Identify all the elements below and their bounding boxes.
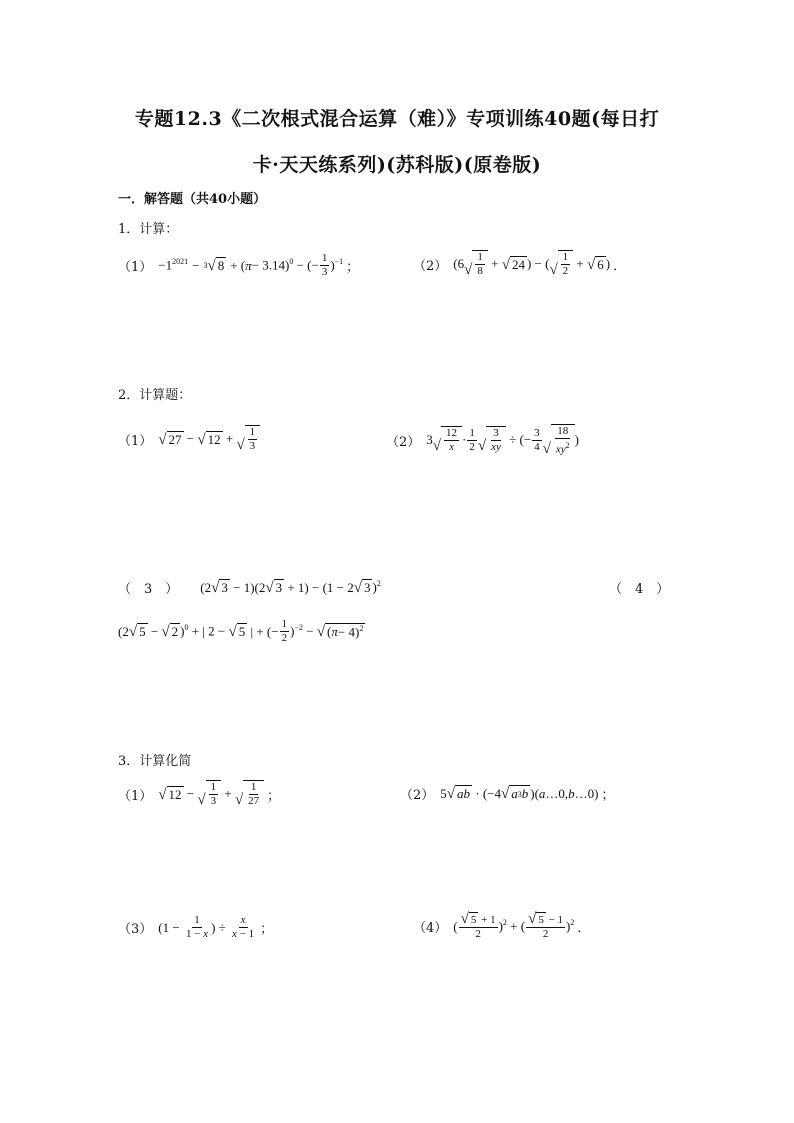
q3-label: 3．计算化简 [118,754,192,769]
q3-part2-label: （2） [400,788,435,803]
section-heading: 一．解答题（共40小题） [118,192,267,207]
q3-part3-tail: ； [260,922,274,937]
doc-title-line2: 卡·天天练系列)(苏科版)(原卷版) [252,154,542,176]
q3-part2 [400,784,615,803]
q1-part1-expr: $-1^{2021}$ − 3 √ 8 + ( π − 3.14)$^0$ − (− $\frac{1}{3}$ )$^{-1}$ [158,252,344,278]
q2-part3-expr: (2 √ 3 − 1)(2 √ 3 + 1) − (1 − 2 √ 3 )$^2$ [200,579,381,596]
q2-part3 [118,578,381,597]
q2-label: 2．计算题： [118,388,192,403]
q3-part4-label: （4） [413,921,448,936]
q1-part2 [413,250,626,278]
q3-part2-expr: 5 √ ab · (−4 √ a 3 b )( a …0, b …0) [440,785,599,802]
q3-part3 [118,914,273,941]
q2-part4-label-row [609,578,669,597]
q1-part1-tail: ； [346,260,360,275]
q3-part3-label: （3） [118,922,153,937]
q1-part1 [118,252,359,279]
q2-part4-expr: (2 √ 5 − √ 2 )$^0$ + | 2 − √ 5 | + (− $\frac{1}{2}$ )$^{-2}$ − √ ( π − 4)$^2$ [118,618,364,644]
q2-part1-expr: √ 27 − √ 12 + √ $\frac{1}{3}$ [158,425,260,453]
q3-part4-expr: ( √ 5 + 1 2 )$^2$ + ( √ 5 − 1 2 )$^2$ [453,911,575,940]
q2-part2 [386,424,579,457]
q2-part1 [118,425,260,453]
q2-part4-label: （ 4 ） [609,582,670,597]
q2-part2-expr: 3 √ $\frac{12}{x}$ · $\frac{1}{2}$ √ $\frac{3}{xy}$ ÷ (− $\frac{3}{4}$ √ $\frac{18}{xy^2}$ ) [426,425,579,457]
q1-label: 1．计算： [118,222,179,237]
q3-part1 [118,780,280,808]
q1-part1-label: （1） [118,260,153,275]
q2-part4 [118,618,365,645]
q3-part1-tail: ； [267,788,281,804]
q3-part1-expr: √ 12 − √ $\frac{1}{3}$ + √ $\frac{1}{27}$ [158,780,264,808]
q3-part2-tail: ； [601,788,615,803]
q3-part1-label: （1） [118,788,153,804]
q3-part4-tail: ． [577,921,591,936]
q3-part4 [413,912,590,941]
q2-part1-label: （1） [118,433,153,449]
q1-part2-tail: ． [613,258,627,274]
q1-part2-expr: (6 √ $\frac{1}{8}$ + √ 24 ) − ( √ $\frac{1}{2}$ + √ 6 ) [453,251,611,278]
q2-part3-label: （ 3 ） [118,582,179,597]
q2-part2-label: （2） [386,434,421,450]
q3-part3-expr: (1 − $\frac{1}{1 - x}$ ) ÷ $\frac{x}{x - 1}$ [158,914,255,940]
q1-part2-label: （2） [413,258,448,274]
doc-title-line1: 专题12.3《二次根式混合运算（难）》专项训练40题(每日打 [134,108,660,130]
